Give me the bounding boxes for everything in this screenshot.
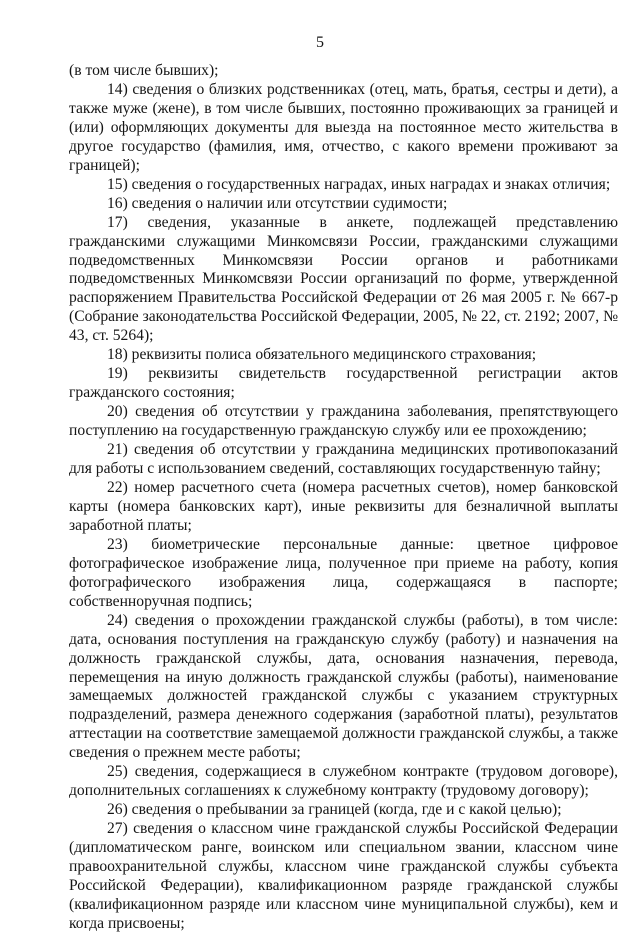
page-number: 5 — [316, 34, 324, 51]
paragraph-13-continuation: (в том числе бывших); — [69, 62, 219, 79]
paragraph-24: 24) сведения о прохождении гражданской службы (работы), в том числе: дата, основания поступления на гражданскую службу (работу) и назначения на должность гражданской службы, дата, основания назначения, перевода, перемещения на иную должность гражданской службы (работы), наименование замещаемых должностей гражданской службы с указанием структурных подразделений, размера денежного содержания (заработной платы), результатов аттестации на соответствие замещаемой должности гражданской службы, а также сведения о прежнем месте работы; — [69, 611, 618, 762]
paragraph-23: 23) биометрические персональные данные: цветное цифровое фотографическое изображение лица, полученное при приеме на работу, копия фотографического изображения лица, содержащаяся в паспорте; собственноручная подпись; — [69, 535, 618, 610]
paragraph-14: 14) сведения о близких родственниках (отец, мать, братья, сестры и дети), а также муже (жене), в том числе бывших, постоянно проживающих за границей и (или) оформляющих документы для выезда на постоянное место жительства в другое государство (фамилия, имя, отчество, с какого времени проживают за границей); — [69, 80, 618, 174]
paragraph-26: 26) сведения о пребывании за границей (когда, где и с какой целью); — [107, 801, 562, 819]
paragraph-20: 20) сведения об отсутствии у гражданина заболевания, препятствующего поступлению на государственную гражданскую службу или ее прохождению; — [69, 403, 618, 440]
paragraph-19: 19) реквизиты свидетельств государственной регистрации актов гражданского состояния; — [69, 365, 618, 402]
document-body — [69, 62, 618, 934]
paragraph-18: 18) реквизиты полиса обязательного медицинского страхования; — [107, 346, 537, 364]
paragraph-25: 25) сведения, содержащиеся в служебном контракте (трудовом договоре), дополнительных соглашениях к служебному контракту (трудовому договору); — [69, 763, 618, 800]
paragraph-22: 22) номер расчетного счета (номера расчетных счетов), номер банковской карты (номера банковских карт), иные реквизиты для безналичной выплаты заработной платы; — [69, 478, 618, 534]
paragraph-27: 27) сведения о классном чине гражданской службы Российской Федерации (дипломатическом ранге, воинском или специальном звании, классном чине правоохранительной службы, классном чине гражданской службы субъекта Российской Федерации), квалификационном разряде гражданской службы (квалификационном разряде или классном чине муниципальной службы), кем и когда присвоены; — [69, 820, 618, 932]
paragraph-15: 15) сведения о государственных наградах, иных наградах и знаках отличия; — [107, 175, 611, 193]
paragraph-21: 21) сведения об отсутствии у гражданина медицинских противопоказаний для работы с использованием сведений, составляющих государственную тайну; — [69, 441, 618, 478]
paragraph-17: 17) сведения, указанные в анкете, подлежащей представлению гражданскими служащими Минкомсвязи России, гражданскими служащими подведомственных Минкомсвязи России органов и работниками подведомственных Минкомсвязи России организаций по форме, утвержденной распоряжением Правительства Российской Федерации от 26 мая 2005 г. № 667-р (Собрание законодательства Российской Федерации, 2005, № 22, ст. 2192; 2007, № 43, ст. 5264); — [69, 213, 618, 345]
paragraph-16: 16) сведения о наличии или отсутствии судимости; — [107, 194, 448, 212]
